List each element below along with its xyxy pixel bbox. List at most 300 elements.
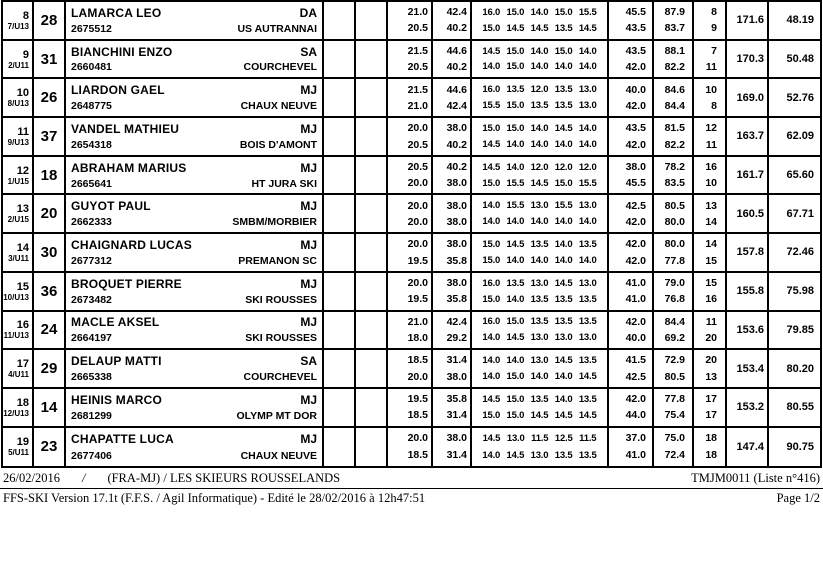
competition-date: 26/02/2016	[3, 471, 60, 485]
jump2-distance: 20.5	[407, 22, 428, 35]
jump2-distance-points: 38.0	[446, 177, 467, 190]
distance-points-cell	[433, 2, 472, 39]
jump2-judge-total: 42.0	[625, 138, 646, 151]
athlete-name: BIANCHINI ENZO	[71, 44, 173, 59]
jump1-rank: 12	[705, 122, 717, 135]
jump1-points: 88.1	[664, 44, 685, 57]
rank-cell	[3, 234, 34, 271]
judge-scores-cell	[472, 428, 609, 467]
jump-points-cell	[654, 157, 694, 194]
jump2-distance-points: 40.2	[446, 22, 467, 35]
license-number: 2660481	[71, 61, 112, 74]
total-points: 153.2	[727, 389, 769, 426]
judge-scores-cell	[472, 2, 609, 39]
license-number: 2664197	[71, 332, 112, 345]
club-name: BOIS D'AMONT	[239, 138, 317, 151]
jump2-points: 80.5	[664, 370, 685, 383]
jump-rank-cell	[694, 350, 727, 387]
jump-points-cell	[654, 195, 694, 232]
license-number: 2648775	[71, 100, 112, 113]
distance-cell	[388, 118, 433, 155]
empty-cell-1	[324, 195, 356, 232]
points-behind: 80.20	[786, 362, 814, 375]
distance-cell	[388, 195, 433, 232]
jump1-judge-total: 43.5	[625, 122, 646, 135]
jump1-judge-total: 42.0	[625, 393, 646, 406]
judge-total-cell	[609, 312, 654, 349]
jump2-distance-points: 38.0	[446, 370, 467, 383]
page-footer	[0, 468, 823, 506]
jump1-distance-points: 38.0	[446, 277, 467, 290]
judge-scores-cell	[472, 79, 609, 116]
jump2-distance: 19.5	[407, 293, 428, 306]
jump1-distance-points: 44.6	[446, 44, 467, 57]
jump1-judge-scores: 15.0 15.0 14.0 14.5 14.0	[482, 122, 597, 134]
empty-cell-2	[356, 118, 388, 155]
points-behind: 52.76	[786, 91, 814, 104]
jump1-distance: 21.0	[407, 6, 428, 19]
rank-cell	[3, 157, 34, 194]
jump2-points: 69.2	[664, 331, 685, 344]
overall-rank: 12	[16, 164, 29, 177]
jump-points-cell	[654, 312, 694, 349]
empty-cell-2	[356, 195, 388, 232]
category-rank: 5/U11	[8, 448, 29, 458]
jump1-distance: 21.5	[407, 83, 428, 96]
judge-total-cell	[609, 428, 654, 467]
jump1-distance-points: 38.0	[446, 238, 467, 251]
judge-scores-cell	[472, 350, 609, 387]
rank-cell	[3, 389, 34, 426]
judge-total-cell	[609, 118, 654, 155]
category-rank: 11/U13	[3, 331, 29, 341]
jump1-distance-points: 44.6	[446, 83, 467, 96]
total-points: 161.7	[727, 157, 769, 194]
bib-number: 31	[34, 41, 66, 78]
empty-cell-2	[356, 428, 388, 467]
jump1-distance: 20.0	[407, 277, 428, 290]
distance-points-cell	[433, 273, 472, 310]
jump2-rank: 18	[705, 449, 717, 462]
jump2-judge-scores: 15.0 14.0 13.5 13.5 13.5	[482, 293, 597, 305]
jump2-points: 77.8	[664, 254, 685, 267]
club-name: SKI ROUSSES	[245, 332, 317, 345]
empty-cell-2	[356, 350, 388, 387]
points-behind: 75.98	[786, 285, 814, 298]
club-name: COURCHEVEL	[243, 61, 317, 74]
category-code: MJ	[300, 199, 317, 214]
jump2-points: 75.4	[664, 409, 685, 422]
jump-rank-cell	[694, 79, 727, 116]
club-name: PREMANON SC	[238, 254, 317, 267]
jump1-rank: 15	[705, 277, 717, 290]
empty-cell-1	[324, 273, 356, 310]
jump1-judge-scores: 14.0 14.0 13.0 14.5 13.5	[482, 355, 597, 367]
jump1-rank: 17	[705, 393, 717, 406]
jump2-rank: 16	[705, 293, 717, 306]
judge-total-cell	[609, 41, 654, 78]
jump1-judge-total: 42.0	[625, 238, 646, 251]
jump1-judge-scores: 15.0 14.5 13.5 14.0 13.5	[482, 239, 597, 251]
athlete-cell	[66, 41, 324, 78]
jump1-distance: 19.5	[407, 393, 428, 406]
jump1-rank: 7	[711, 44, 717, 57]
jump1-distance-points: 38.0	[446, 432, 467, 445]
overall-rank: 8	[22, 9, 29, 22]
jump1-distance-points: 38.0	[446, 199, 467, 212]
club-name: CHAUX NEUVE	[240, 449, 317, 462]
page-number: Page 1/2	[776, 491, 820, 505]
judge-total-cell	[609, 389, 654, 426]
jump2-judge-total: 44.0	[625, 409, 646, 422]
jump1-distance-points: 38.0	[446, 122, 467, 135]
category-rank: 3/U11	[8, 253, 29, 263]
empty-cell-2	[356, 41, 388, 78]
total-points: 153.4	[727, 350, 769, 387]
jump1-points: 80.0	[664, 238, 685, 251]
jump2-distance: 19.5	[407, 254, 428, 267]
jump1-distance: 20.0	[407, 432, 428, 445]
license-number: 2665338	[71, 370, 112, 383]
jump2-points: 83.5	[664, 177, 685, 190]
jump1-distance: 20.0	[407, 122, 428, 135]
jump2-judge-total: 42.0	[625, 215, 646, 228]
jump-points-cell	[654, 428, 694, 467]
jump1-rank: 10	[705, 83, 717, 96]
table-row	[3, 157, 820, 196]
distance-cell	[388, 234, 433, 271]
jump2-judge-scores: 15.0 15.5 14.5 15.0 15.5	[482, 177, 597, 189]
jump1-judge-total: 42.5	[625, 199, 646, 212]
jump1-distance: 21.0	[407, 315, 428, 328]
athlete-cell	[66, 312, 324, 349]
jump2-points: 80.0	[664, 215, 685, 228]
category-rank: 2/U15	[7, 215, 29, 225]
category-code: MJ	[300, 315, 317, 330]
club-name: US AUTRANNAI	[237, 22, 317, 35]
jump1-judge-scores: 16.0 15.0 14.0 15.0 15.5	[482, 6, 597, 18]
total-points: 153.6	[727, 312, 769, 349]
rank-cell	[3, 428, 34, 467]
jump1-judge-total: 45.5	[625, 6, 646, 19]
bib-number: 30	[34, 234, 66, 271]
category-rank: 12/U13	[3, 408, 29, 418]
table-row	[3, 2, 820, 41]
distance-points-cell	[433, 428, 472, 467]
jump1-judge-scores: 16.0 13.5 13.0 14.5 13.0	[482, 277, 597, 289]
overall-rank: 19	[16, 436, 29, 449]
category-code: MJ	[300, 392, 317, 407]
jump1-points: 87.9	[664, 6, 685, 19]
jump1-points: 77.8	[664, 393, 685, 406]
jump2-rank: 11	[705, 61, 717, 74]
jump1-judge-total: 41.0	[625, 277, 646, 290]
points-behind: 65.60	[786, 169, 814, 182]
jump1-rank: 11	[705, 315, 717, 328]
total-points: 163.7	[727, 118, 769, 155]
license-number: 2662333	[71, 216, 112, 229]
jump1-judge-scores: 16.0 13.5 12.0 13.5 13.0	[482, 84, 597, 96]
jump1-judge-total: 37.0	[625, 432, 646, 445]
jump2-judge-scores: 14.0 14.0 14.0 14.0 14.0	[482, 216, 597, 228]
athlete-name: MACLE AKSEL	[71, 315, 160, 330]
empty-cell-1	[324, 389, 356, 426]
athlete-name: LIARDON GAEL	[71, 83, 165, 98]
jump-points-cell	[654, 350, 694, 387]
jump2-rank: 9	[711, 22, 717, 35]
distance-points-cell	[433, 312, 472, 349]
jump1-points: 81.5	[664, 122, 685, 135]
jump1-points: 84.4	[664, 315, 685, 328]
athlete-cell	[66, 273, 324, 310]
athlete-cell	[66, 79, 324, 116]
bib-number: 29	[34, 350, 66, 387]
rank-cell	[3, 118, 34, 155]
distance-cell	[388, 389, 433, 426]
category-code: MJ	[300, 121, 317, 136]
club-name: HT JURA SKI	[251, 177, 317, 190]
jump1-judge-total: 42.0	[625, 315, 646, 328]
jump-points-cell	[654, 2, 694, 39]
points-behind: 79.85	[786, 323, 814, 336]
category-rank: 8/U13	[7, 99, 29, 109]
rank-cell	[3, 273, 34, 310]
club-name: CHAUX NEUVE	[240, 100, 317, 113]
footer-separator: /	[81, 471, 86, 485]
points-behind: 67.71	[786, 207, 814, 220]
jump2-judge-scores: 14.0 15.0 14.0 14.0 14.5	[482, 370, 597, 382]
jump1-judge-total: 40.0	[625, 83, 646, 96]
judge-total-cell	[609, 234, 654, 271]
total-points: 170.3	[727, 41, 769, 78]
category-rank: 1/U15	[7, 176, 29, 186]
jump2-distance: 18.5	[407, 449, 428, 462]
jump-rank-cell	[694, 157, 727, 194]
athlete-cell	[66, 195, 324, 232]
jump-rank-cell	[694, 195, 727, 232]
jump2-points: 76.8	[664, 293, 685, 306]
category-code: MJ	[300, 238, 317, 253]
table-row	[3, 389, 820, 428]
overall-rank: 11	[17, 125, 29, 138]
jump2-points: 83.7	[664, 22, 685, 35]
jump2-points: 72.4	[664, 449, 685, 462]
distance-cell	[388, 79, 433, 116]
distance-cell	[388, 312, 433, 349]
jump2-rank: 17	[705, 409, 717, 422]
bib-number: 18	[34, 157, 66, 194]
jump1-distance-points: 35.8	[446, 393, 467, 406]
distance-cell	[388, 2, 433, 39]
distance-points-cell	[433, 234, 472, 271]
club-name: SMBM/MORBIER	[232, 216, 317, 229]
club-name: COURCHEVEL	[243, 370, 317, 383]
bib-number: 37	[34, 118, 66, 155]
jump2-rank: 11	[705, 138, 717, 151]
jump2-judge-scores: 15.0 14.0 14.0 14.0 14.0	[482, 254, 597, 266]
empty-cell-1	[324, 234, 356, 271]
empty-cell-1	[324, 312, 356, 349]
points-behind: 48.19	[786, 14, 814, 27]
empty-cell-1	[324, 79, 356, 116]
total-points: 155.8	[727, 273, 769, 310]
event-name: (FRA-MJ) / LES SKIEURS ROUSSELANDS	[107, 471, 341, 485]
jump2-rank: 14	[705, 215, 717, 228]
empty-cell-2	[356, 234, 388, 271]
points-behind: 62.09	[786, 130, 814, 143]
bib-number: 36	[34, 273, 66, 310]
table-row	[3, 428, 820, 467]
athlete-cell	[66, 428, 324, 467]
athlete-cell	[66, 2, 324, 39]
athlete-name: CHAPATTE LUCA	[71, 432, 174, 447]
jump1-points: 84.6	[664, 83, 685, 96]
total-points: 171.6	[727, 2, 769, 39]
jump1-judge-scores: 14.5 15.0 14.0 15.0 14.0	[482, 45, 597, 57]
overall-rank: 16	[16, 319, 29, 332]
overall-rank: 14	[16, 241, 29, 254]
distance-cell	[388, 428, 433, 467]
total-points: 147.4	[727, 428, 769, 467]
rank-cell	[3, 2, 34, 39]
judge-total-cell	[609, 2, 654, 39]
jump2-distance-points: 35.8	[446, 293, 467, 306]
jump2-judge-total: 41.0	[625, 293, 646, 306]
jump1-judge-scores: 14.5 15.0 13.5 14.0 13.5	[482, 393, 597, 405]
jump2-judge-total: 43.5	[625, 22, 646, 35]
jump2-judge-scores: 14.0 14.5 13.0 13.5 13.5	[482, 449, 597, 461]
jump-rank-cell	[694, 2, 727, 39]
license-number: 2665641	[71, 177, 112, 190]
jump1-judge-scores: 16.0 15.0 13.5 13.5 13.5	[482, 316, 597, 328]
category-code: DA	[299, 5, 317, 20]
jump-rank-cell	[694, 428, 727, 467]
jump2-judge-total: 42.0	[625, 254, 646, 267]
jump1-rank: 20	[705, 354, 717, 367]
judge-scores-cell	[472, 195, 609, 232]
points-behind: 72.46	[786, 246, 814, 259]
empty-cell-2	[356, 312, 388, 349]
judge-scores-cell	[472, 389, 609, 426]
rank-cell	[3, 79, 34, 116]
jump2-distance-points: 42.4	[446, 99, 467, 112]
empty-cell-1	[324, 41, 356, 78]
distance-points-cell	[433, 118, 472, 155]
jump2-judge-total: 41.0	[625, 449, 646, 462]
jump2-distance-points: 31.4	[446, 449, 467, 462]
jump-points-cell	[654, 41, 694, 78]
table-row	[3, 350, 820, 389]
jump2-judge-scores: 15.0 14.5 14.5 13.5 14.5	[482, 22, 597, 34]
empty-cell-1	[324, 2, 356, 39]
results-table	[1, 0, 822, 468]
jump-points-cell	[654, 118, 694, 155]
jump2-points: 84.4	[664, 99, 685, 112]
jump2-judge-scores: 14.0 14.5 13.0 13.0 13.0	[482, 332, 597, 344]
jump2-distance-points: 29.2	[446, 331, 467, 344]
category-rank: 10/U13	[3, 292, 29, 302]
jump2-judge-scores: 14.0 15.0 14.0 14.0 14.0	[482, 61, 597, 73]
jump2-rank: 15	[705, 254, 717, 267]
jump1-judge-total: 38.0	[625, 160, 646, 173]
jump2-distance: 18.5	[407, 409, 428, 422]
judge-scores-cell	[472, 234, 609, 271]
table-row	[3, 234, 820, 273]
category-code: MJ	[300, 432, 317, 447]
bib-number: 26	[34, 79, 66, 116]
jump1-points: 72.9	[664, 354, 685, 367]
total-points: 160.5	[727, 195, 769, 232]
rank-cell	[3, 41, 34, 78]
jump1-points: 75.0	[664, 432, 685, 445]
judge-total-cell	[609, 350, 654, 387]
jump1-distance-points: 42.4	[446, 6, 467, 19]
software-version: FFS-SKI Version 17.1t (F.F.S. / Agil Informatique) - Edité le 28/02/2016 à 12h47:51	[3, 491, 426, 505]
jump2-judge-total: 42.0	[625, 61, 646, 74]
jump-points-cell	[654, 389, 694, 426]
jump2-rank: 8	[711, 99, 717, 112]
category-code: MJ	[300, 83, 317, 98]
total-points: 169.0	[727, 79, 769, 116]
bib-number: 23	[34, 428, 66, 467]
rank-cell	[3, 312, 34, 349]
athlete-name: GUYOT PAUL	[71, 199, 151, 214]
jump-rank-cell	[694, 234, 727, 271]
judge-scores-cell	[472, 41, 609, 78]
jump2-distance: 20.0	[407, 215, 428, 228]
bib-number: 28	[34, 2, 66, 39]
list-code: TMJM0011 (Liste n°416)	[691, 471, 820, 485]
empty-cell-1	[324, 118, 356, 155]
athlete-cell	[66, 234, 324, 271]
jump1-distance: 20.0	[407, 199, 428, 212]
category-code: MJ	[300, 160, 317, 175]
club-name: OLYMP MT DOR	[236, 409, 317, 422]
jump1-judge-scores: 14.5 14.0 12.0 12.0 12.0	[482, 161, 597, 173]
empty-cell-2	[356, 273, 388, 310]
empty-cell-2	[356, 79, 388, 116]
jump2-judge-total: 42.5	[625, 370, 646, 383]
overall-rank: 18	[16, 396, 29, 409]
empty-cell-2	[356, 157, 388, 194]
jump1-judge-total: 41.5	[625, 354, 646, 367]
jump2-distance-points: 40.2	[446, 138, 467, 151]
empty-cell-2	[356, 2, 388, 39]
jump2-rank: 13	[705, 370, 717, 383]
table-row	[3, 195, 820, 234]
table-row	[3, 41, 820, 80]
distance-points-cell	[433, 157, 472, 194]
empty-cell-1	[324, 428, 356, 467]
overall-rank: 10	[16, 87, 29, 100]
athlete-cell	[66, 389, 324, 426]
club-name: SKI ROUSSES	[245, 293, 317, 306]
category-rank: 2/U11	[8, 60, 29, 70]
jump-rank-cell	[694, 273, 727, 310]
athlete-cell	[66, 118, 324, 155]
category-code: SA	[300, 354, 317, 369]
distance-points-cell	[433, 195, 472, 232]
jump1-distance: 18.5	[407, 354, 428, 367]
jump2-distance-points: 38.0	[446, 215, 467, 228]
category-rank: 4/U11	[8, 370, 29, 380]
judge-total-cell	[609, 195, 654, 232]
points-behind: 90.75	[786, 440, 814, 453]
jump2-distance-points: 35.8	[446, 254, 467, 267]
jump-rank-cell	[694, 41, 727, 78]
jump2-distance: 21.0	[407, 99, 428, 112]
jump2-distance-points: 31.4	[446, 409, 467, 422]
